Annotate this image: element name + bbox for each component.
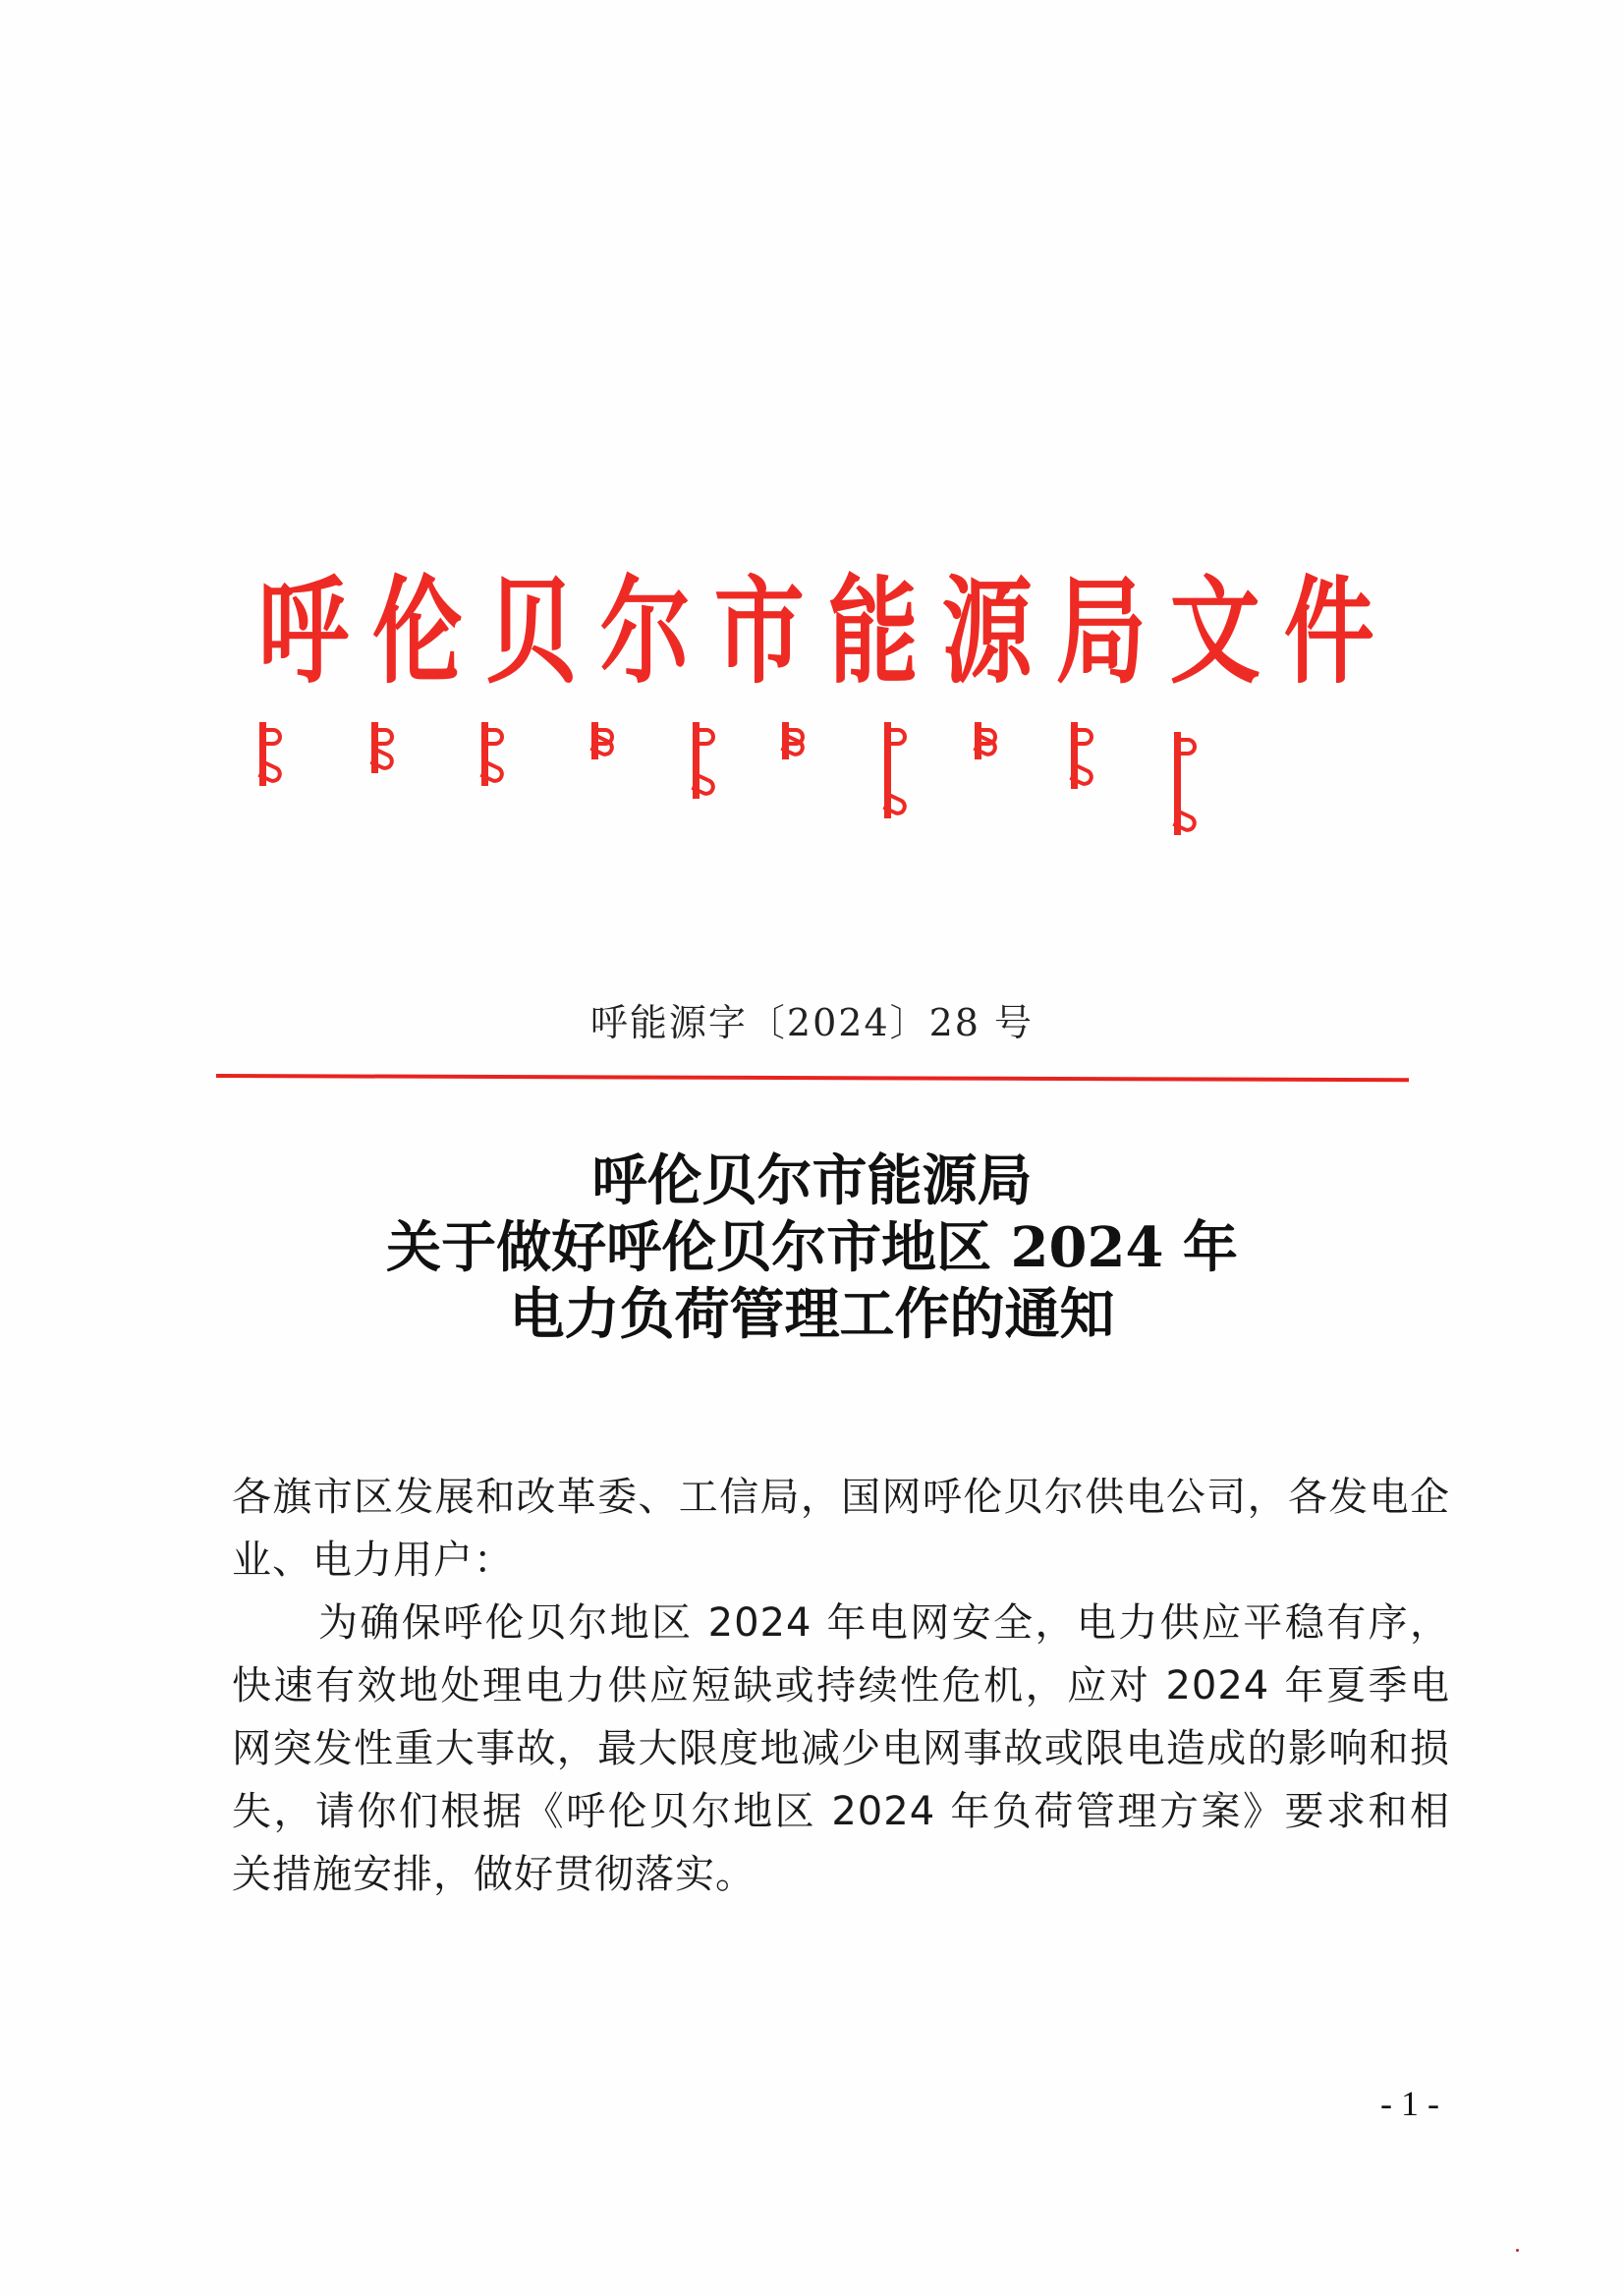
header-title-char: 文 <box>1169 564 1260 700</box>
scan-speck <box>1516 2249 1519 2252</box>
header-title-char: 局 <box>1055 564 1147 700</box>
mongolian-word-glyph <box>975 722 1002 759</box>
header-title-char: 尔 <box>599 564 691 700</box>
header-title-char: 贝 <box>485 564 577 700</box>
header-title-char: 源 <box>941 564 1033 700</box>
red-separator-rule <box>216 1074 1409 1082</box>
mongolian-word-glyph <box>782 722 810 759</box>
header-title-char: 市 <box>713 564 805 700</box>
addressee-line: 各旗市区发展和改革委、工信局，国网呼伦贝尔供电公司，各发电企业、电力用户： <box>232 1475 1450 1583</box>
notice-body <box>232 1466 1450 1906</box>
header-title-char: 呼 <box>257 564 349 700</box>
mongolian-word-glyph <box>371 722 399 773</box>
notice-title-line: 关于做好呼伦贝尔市地区 2024 年 <box>386 1215 1238 1280</box>
mongolian-word-glyph <box>591 722 619 759</box>
notice-title-line: 电力负荷管理工作的通知 <box>509 1282 1115 1347</box>
body-paragraph: 为确保呼伦贝尔地区 2024 年电网安全，电力供应平稳有序，快速有效地处理电力供应短缺或持续性危机，应对 2024 年夏季电网突发性重大事故，最大限度地减少电网事故或限电造成的影响和损失，请你们根据《呼伦贝尔地区 2024 年负荷管理方案》要求和相关措施安排，做好贯彻落实。 <box>232 1600 1450 1897</box>
mongolian-script-header <box>226 722 1405 860</box>
mongolian-word-glyph <box>884 722 912 818</box>
header-title-char: 能 <box>827 564 919 700</box>
header-title-char: 件 <box>1283 564 1374 700</box>
notice-title-line: 呼伦贝尔市能源局 <box>591 1148 1033 1213</box>
mongolian-word-glyph <box>1071 722 1098 789</box>
mongolian-word-glyph <box>259 722 287 786</box>
notice-title <box>0 1148 1624 1348</box>
issuer-header-title <box>246 558 1385 705</box>
page-number: - 1 - <box>1380 2084 1439 2123</box>
mongolian-word-glyph <box>693 722 720 799</box>
header-title-char: 伦 <box>371 564 463 700</box>
document-number: 呼能源字〔2024〕28 号 <box>589 1001 1035 1044</box>
mongolian-word-glyph <box>1174 732 1202 835</box>
mongolian-word-glyph <box>481 722 509 786</box>
